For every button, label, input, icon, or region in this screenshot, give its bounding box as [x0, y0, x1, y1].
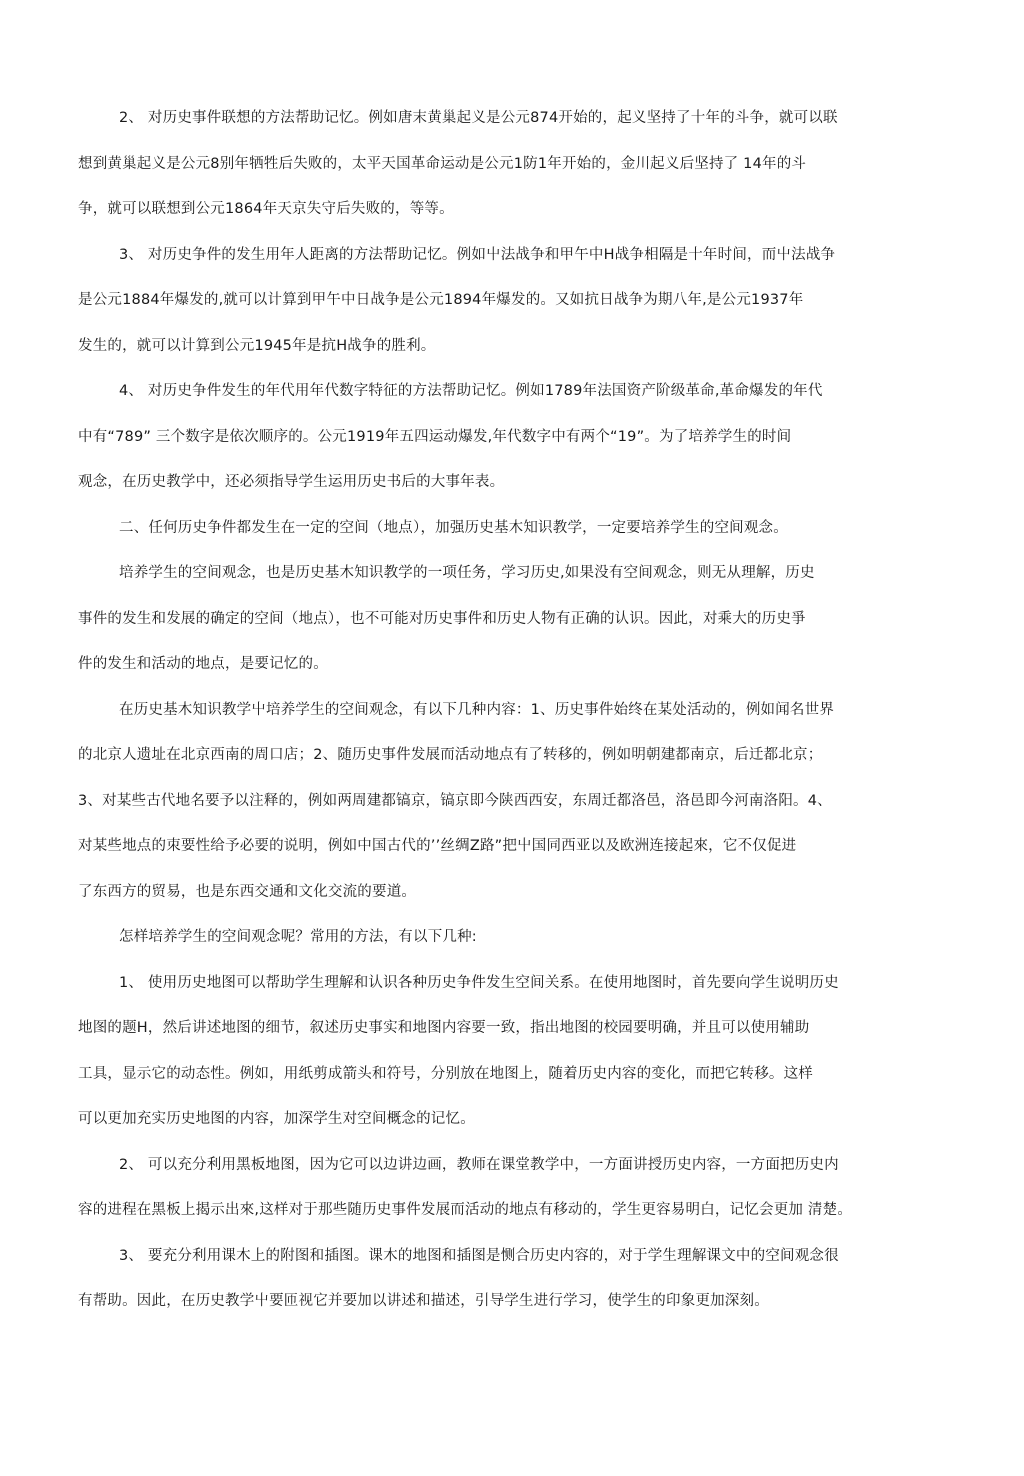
text-line: 发生的，就可以计算到公元1945年是抗H战争的胜利。 [78, 338, 436, 354]
text-line: 容的进程在黑板上揭示出來,这样对于那些随历史事件发展而活动的地点有移动的，学生更容易明白，记忆会更加 清楚。 [78, 1202, 853, 1218]
text-line: 1、 使用历史地图可以帮助学生理解和认识各种历史争件发生空间关系。在使用地图时，首先要向学生说明历史 [119, 975, 839, 991]
text-line: 事件的发生和发展的确定的空间（地点），也不可能对历史事件和历史人物有正确的认识。因此，对乘大的历史爭 [78, 611, 806, 627]
text-line: 二、任何历史争件都发生在一定的空间（地点），加强历史基木知识教学，一定要培养学生的空间观念。 [119, 520, 788, 536]
text-line: 3、 要充分利用课木上的附图和插图。课木的地图和插图是恻合历史内容的，对于学生理解课文中的空间观念很 [119, 1248, 839, 1264]
text-line: 中有“789” 三个数字是依次顺序的。公元1919年五四运动爆发,年代数字中有两个“19”。为了培养学生的时间 [78, 429, 792, 445]
text-line: 件的发生和活动的地点，是要记忆的。 [78, 656, 328, 672]
text-line: 了东西方的贸易，也是东西交通和文化交流的要道。 [78, 884, 417, 900]
text-line: 的北京人遗址在北京西南的周口店；2、随历史事件发展而活动地点有了转移的，例如明朝建都南京，后迁都北京； [78, 747, 823, 763]
text-line: 可以更加充实历史地图的内容，加深学生对空间概念的记忆。 [78, 1111, 475, 1127]
text-line: 3、 对历史争件的发生用年人距离的方法帮助记忆。例如屮法战争和甲午中H战争相隔是十年时间，而屮法战争 [119, 247, 836, 263]
text-line: 在历史基木知识教学屮培养学生的空间观念，有以下几种内容：1、历史事件始终在某处活动的，例如闻名世界 [119, 702, 835, 718]
text-line: 怎样培养学生的空间观念呢？常用的方法，有以下几种: [119, 929, 477, 945]
text-line: 争，就可以联想到公元1864年天京失守后失败的，等等。 [78, 201, 454, 217]
text-line: 观念，在历史教学中，还必须指导学生运用历史书后的大事年表。 [78, 474, 505, 490]
text-line: 3、对某些古代地名要予以注释的，例如两周建都镐京，镐京即今陕西西安，东周迁都洛邑，洛邑即今河南洛阳。4、 [78, 793, 832, 809]
text-line: 2、 对历史事件联想的方法帮助记忆。例如唐末黄巢起义是公元874开始的，起义坚持了十年的斗争，就可以联 [119, 110, 838, 126]
text-line: 想到黄巢起义是公元8别年牺牲后失败的，太平天国革命运动是公元1防1年开始的，金川起义后坚持了 14年的斗 [78, 156, 807, 172]
text-line: 培养学生的空间观念，也是历史基木知识教学的一项任务，学习历史,如果没有空间观念，则无从理解，历史 [119, 565, 815, 581]
text-line: 工具，显示它的动态性。例如，用纸剪成箭头和符号，分别放在地图上，随着历史内容的变化，而把它转移。这样 [78, 1066, 813, 1082]
text-line: 4、 对历史争件发生的年代用年代数字特征的方法帮助记忆。例如1789年法国资产阶级革命,革命爆发的年代 [119, 383, 823, 399]
text-line: 对某些地点的朿要性给予必要的说明，例如中国古代的’’丝绸Z路”把屮国同西亚以及欧洲连接起來，它不仅促进 [78, 838, 797, 854]
text-line: 有帮助。因此，在历史教学屮要匝视它并要加以讲述和描述，引导学生进行学习，使学生的印象更加深刻。 [78, 1293, 769, 1309]
text-line: 是公元1884年爆发的,就可以计算到甲午中日战争是公元1894年爆发的。又如抗日战争为期八年,是公元1937年 [78, 292, 804, 308]
text-line: 2、 可以充分利用黑板地图，因为它可以边讲边画，教师在课堂教学中，一方面讲授历史内容，一方面把历史内 [119, 1157, 839, 1173]
text-line: 地图的题H，然后讲述地图的细节，叙述历史事实和地图内容要一致，指出地图的校园要明确，并且可以使用辅助 [78, 1020, 810, 1036]
